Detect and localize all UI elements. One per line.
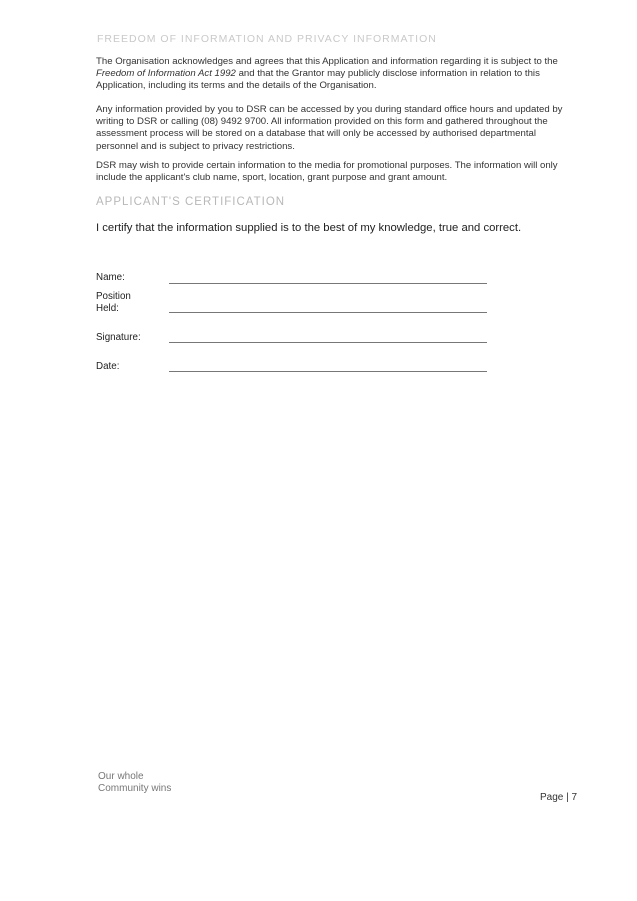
foi-text-start: The Organisation acknowledges and agrees that this Application and information regarding it is subject to the [96, 56, 558, 67]
foi-act-name: Freedom of Information Act 1992 [96, 68, 236, 80]
footer-slogan [98, 771, 171, 795]
name-label: Name: [96, 272, 125, 283]
position-held-label [96, 291, 131, 314]
privacy-paragraph: Any information provided by you to DSR can be accessed by you during standard office hours and updated by writing to DSR or calling (08) 9492 9700. All information provided on this form and gathered throughout the assessment process will be stored on a database that will only be accessed by authorised departmental personnel and is subject to privacy restrictions. [96, 104, 563, 152]
slogan-line2: Community wins [98, 783, 172, 794]
position-label-line1: Position [96, 291, 131, 302]
media-paragraph: DSR may wish to provide certain information to the media for promotional purposes. The information will only include the applicant's club name, sport, location, grant purpose and grant amount. [96, 160, 558, 184]
page-number: Page | 7 [540, 792, 578, 803]
date-label: Date: [96, 361, 120, 372]
signature-label: Signature: [96, 332, 141, 343]
date-field[interactable] [169, 371, 487, 372]
certification-statement: I certify that the information supplied is to the best of my knowledge, true and correct. [96, 222, 522, 234]
faded-section-heading: FREEDOM OF INFORMATION AND PRIVACY INFORMATION [97, 33, 437, 45]
name-field[interactable] [169, 283, 487, 284]
slogan-line1: Our whole [98, 771, 144, 782]
signature-field[interactable] [169, 342, 487, 343]
foi-paragraph [96, 56, 580, 93]
position-held-field[interactable] [169, 312, 487, 313]
foi-text-end: and that the Grantor may publicly disclose information in relation to this Application, including its terms and the details of the Organisation. [96, 68, 540, 92]
position-label-line2: Held: [96, 302, 119, 314]
certification-heading: APPLICANT'S CERTIFICATION [96, 196, 286, 208]
